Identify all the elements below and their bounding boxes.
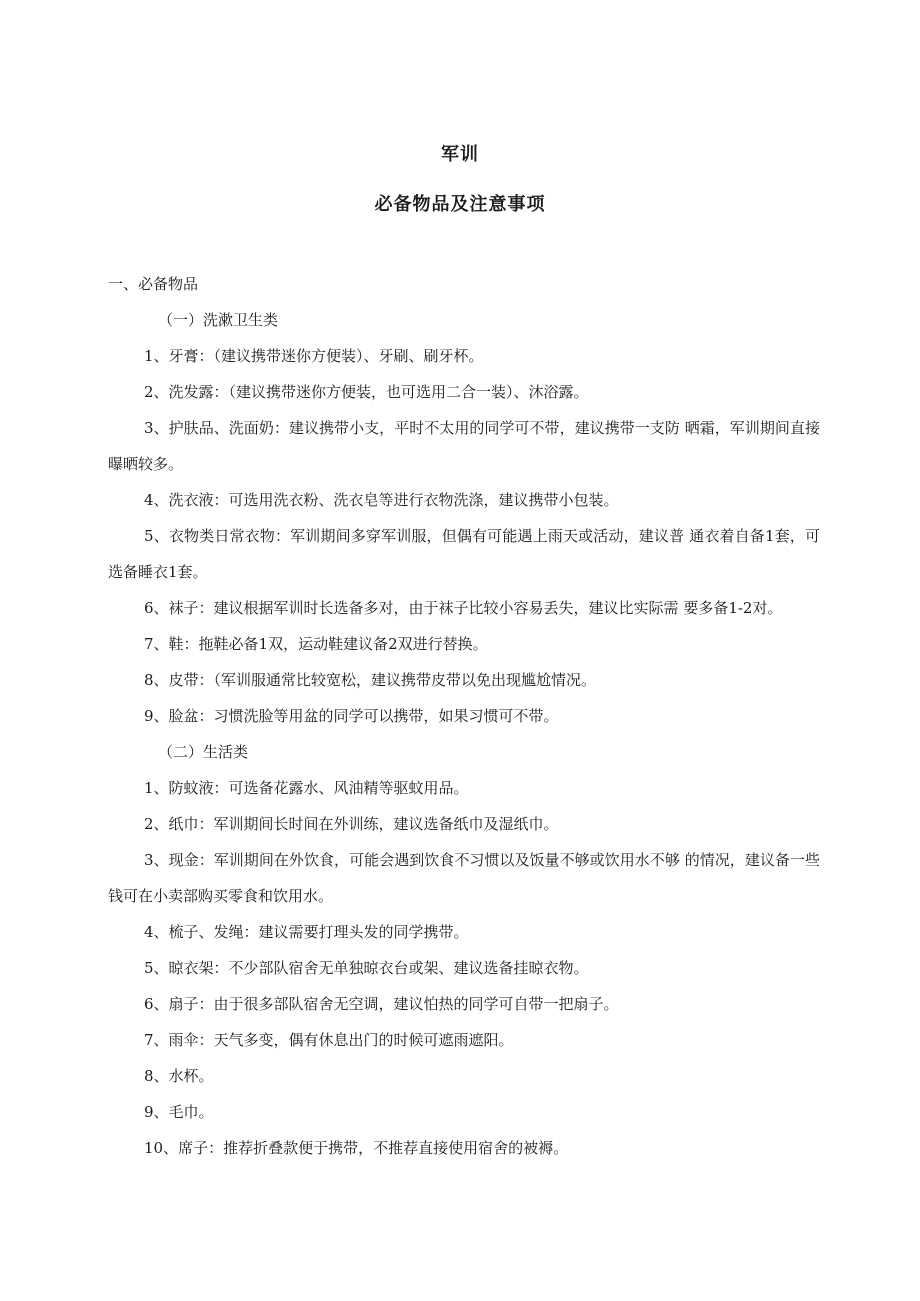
list-item: 9、毛巾。 [144, 1103, 214, 1121]
list-item: 6、袜子：建议根据军训时长选备多对，由于袜子比较小容易丢失，建议比实际需 要多备1-2对。 [144, 599, 783, 617]
list-item: 7、鞋：拖鞋必备1双，运动鞋建议备2双进行替换。 [144, 635, 488, 653]
list-item: 1、防蚊液：可选备花露水、风油精等驱蚊用品。 [144, 779, 469, 797]
list-item: 4、洗衣液：可选用洗衣粉、洗衣皂等进行衣物洗涤，建议携带小包装。 [144, 491, 619, 509]
list-item: 10、席子：推荐折叠款便于携带，不推荐直接使用宿舍的被褥。 [144, 1139, 569, 1157]
list-item: 4、梳子、发绳：建议需要打理头发的同学携带。 [144, 923, 469, 941]
group-heading-daily-life: （二）生活类 [158, 743, 249, 761]
list-item: 2、洗发露：（建议携带迷你方便装，也可选用二合一装）、沐浴露。 [144, 383, 589, 401]
list-item: 7、雨伞：天气多变，偶有休息出门的时候可遮雨遮阳。 [144, 1031, 514, 1049]
list-item: 5、衣物类日常衣物：军训期间多穿军训服，但偶有可能遇上雨天或活动，建议普 通衣着自备1套，可选备睡衣1套。 [108, 527, 820, 581]
list-item: 9、脸盆：习惯洗脸等用盆的同学可以携带，如果习惯可不带。 [144, 707, 559, 725]
list-item: 6、扇子：由于很多部队宿舍无空调，建议怕热的同学可自带一把扇子。 [144, 995, 619, 1013]
document-subtitle: 必备物品及注意事项 [374, 194, 546, 215]
list-item: 5、晾衣架：不少部队宿舍无单独晾衣台或架、建议选备挂晾衣物。 [144, 959, 589, 977]
document-title: 军训 [441, 144, 479, 165]
group-heading-hygiene: （一）洗漱卫生类 [158, 311, 279, 329]
document-body [108, 266, 820, 1166]
list-item: 2、纸巾：军训期间长时间在外训练，建议选备纸巾及湿纸巾。 [144, 815, 559, 833]
list-item: 3、护肤品、洗面奶：建议携带小支，平时不太用的同学可不带，建议携带一支防 晒霜，军训期间直接曝晒较多。 [108, 419, 820, 473]
list-item: 8、水杯。 [144, 1067, 214, 1085]
list-item: 3、现金：军训期间在外饮食，可能会遇到饮食不习惯以及饭量不够或饮用水不够 的情况，建议备一些钱可在小卖部购买零食和饮用水。 [108, 851, 820, 905]
section-heading: 一、必备物品 [108, 275, 199, 293]
list-item: 1、牙膏：（建议携带迷你方便装）、牙刷、刷牙杯。 [144, 347, 484, 365]
list-item: 8、皮带：（军训服通常比较宽松，建议携带皮带以免出现尴尬情况。 [144, 671, 597, 689]
